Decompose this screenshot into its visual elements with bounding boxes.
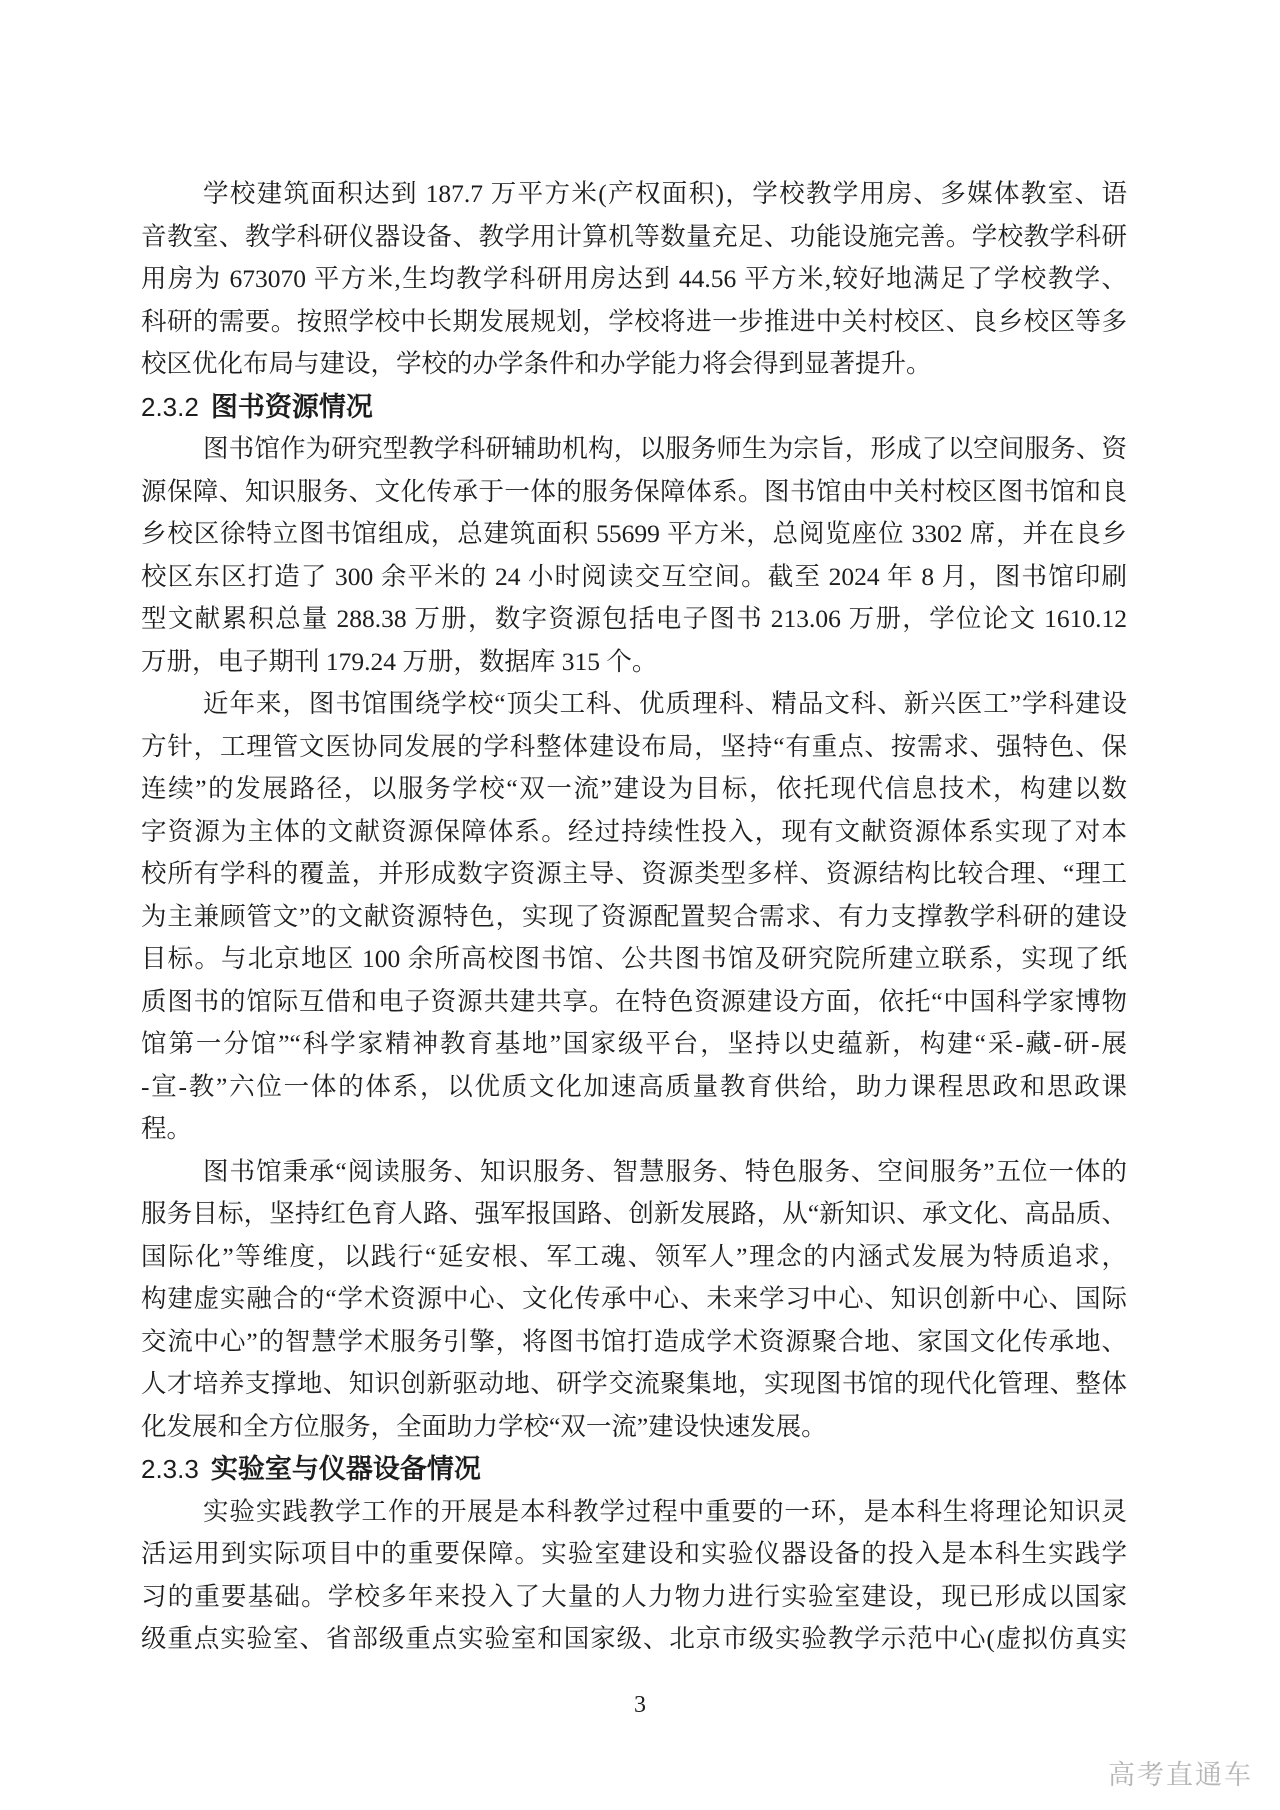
section-number: 2.3.3: [141, 1454, 199, 1484]
text-line: 学校建筑面积达到 187.7 万平方米(产权面积)，学校教学用房、多媒体教室、语: [203, 179, 1127, 208]
section-heading: [141, 1448, 1127, 1491]
page-number: 3: [634, 1692, 646, 1718]
text-line: 交流中心”的智慧学术服务引擎，将图书馆打造成学术资源聚合地、家国文化传承地、: [141, 1326, 1127, 1356]
text-line: 校区优化布局与建设，学校的办学条件和办学能力将会得到显著提升。: [141, 349, 932, 378]
text-line: 字资源为主体的文献资源保障体系。经过持续性投入，现有文献资源体系实现了对本: [141, 816, 1127, 846]
text-line: 图书馆秉承“阅读服务、知识服务、智慧服务、特色服务、空间服务”五位一体的: [203, 1156, 1127, 1186]
section-title: 图书资源情况: [210, 391, 373, 422]
text-line: 为主兼顾管文”的文献资源特色，实现了资源配置契合需求、有力支撑教学科研的建设: [141, 901, 1127, 931]
text-line: 校所有学科的覆盖，并形成数字资源主导、资源类型多样、资源结构比较合理、“理工: [141, 859, 1127, 888]
text-line: -宣-教”六位一体的体系，以优质文化加速高质量教育供给，助力课程思政和思政课: [141, 1071, 1127, 1101]
text-line: 连续”的发展路径，以服务学校“双一流”建设为目标，依托现代信息技术，构建以数: [141, 774, 1127, 803]
text-line: 活运用到实际项目中的重要保障。实验室建设和实验仪器设备的投入是本科生实践学: [141, 1539, 1127, 1568]
text-line: 程。: [141, 1114, 193, 1143]
text-line: 用房为 673070 平方米,生均教学科研用房达到 44.56 平方米,较好地满足了学校教学、: [141, 264, 1127, 293]
text-line: 级重点实验室、省部级重点实验室和国家级、北京市级实验教学示范中心(虚拟仿真实: [141, 1624, 1127, 1653]
text-line: 近年来，图书馆围绕学校“顶尖工科、优质理科、精品文科、新兴医工”学科建设: [203, 689, 1127, 718]
text-line: 馆第一分馆”“科学家精神教育基地”国家级平台，坚持以史蕴新，构建“采-藏-研-展: [141, 1029, 1127, 1058]
section-title: 实验室与仪器设备情况: [210, 1454, 481, 1484]
text-line: 乡校区徐特立图书馆组成，总建筑面积 55699 平方米，总阅览座位 3302 席，并在良乡: [141, 519, 1127, 548]
document-body: [141, 173, 1127, 1661]
text-line: 国际化”等维度，以践行“延安根、军工魂、领军人”理念的内涵式发展为特质追求，: [141, 1241, 1127, 1271]
text-line: 万册，电子期刊 179.24 万册，数据库 315 个。: [141, 646, 658, 676]
text-line: 习的重要基础。学校多年来投入了大量的人力物力进行实验室建设，现已形成以国家: [141, 1581, 1127, 1611]
text-line: 目标。与北京地区 100 余所高校图书馆、公共图书馆及研究院所建立联系，实现了纸: [141, 944, 1127, 973]
text-line: 型文献累积总量 288.38 万册，数字资源包括电子图书 213.06 万册，学位论文 1610.12: [141, 604, 1127, 633]
text-line: 化发展和全方位服务，全面助力学校“双一流”建设快速发展。: [141, 1411, 827, 1441]
watermark-text: 高考直通车: [1108, 1760, 1253, 1790]
section-heading: [141, 386, 1127, 429]
text-line: 服务目标，坚持红色育人路、强军报国路、创新发展路，从“新知识、承文化、高品质、: [141, 1199, 1127, 1228]
text-line: 人才培养支撑地、知识创新驱动地、研学交流聚集地，实现图书馆的现代化管理、整体: [141, 1369, 1127, 1398]
section-number: 2.3.2: [141, 391, 199, 422]
text-line: 科研的需要。按照学校中长期发展规划，学校将进一步推进中关村校区、良乡校区等多: [141, 306, 1127, 336]
text-line: 方针，工理管文医协同发展的学科整体建设布局，坚持“有重点、按需求、强特色、保: [141, 731, 1127, 761]
text-line: 图书馆作为研究型教学科研辅助机构，以服务师生为宗旨，形成了以空间服务、资: [203, 434, 1127, 463]
text-line: 音教室、教学科研仪器设备、教学用计算机等数量充足、功能设施完善。学校教学科研: [141, 221, 1127, 251]
text-line: 校区东区打造了 300 余平米的 24 小时阅读交互空间。截至 2024 年 8 月，图书馆印刷: [141, 561, 1127, 591]
text-line: 实验实践教学工作的开展是本科教学过程中重要的一环，是本科生将理论知识灵: [203, 1496, 1127, 1526]
text-line: 构建虚实融合的“学术资源中心、文化传承中心、未来学习中心、知识创新中心、国际: [141, 1284, 1127, 1313]
text-line: 质图书的馆际互借和电子资源共建共享。在特色资源建设方面，依托“中国科学家博物: [141, 986, 1127, 1016]
text-line: 源保障、知识服务、文化传承于一体的服务保障体系。图书馆由中关村校区图书馆和良: [141, 476, 1127, 506]
